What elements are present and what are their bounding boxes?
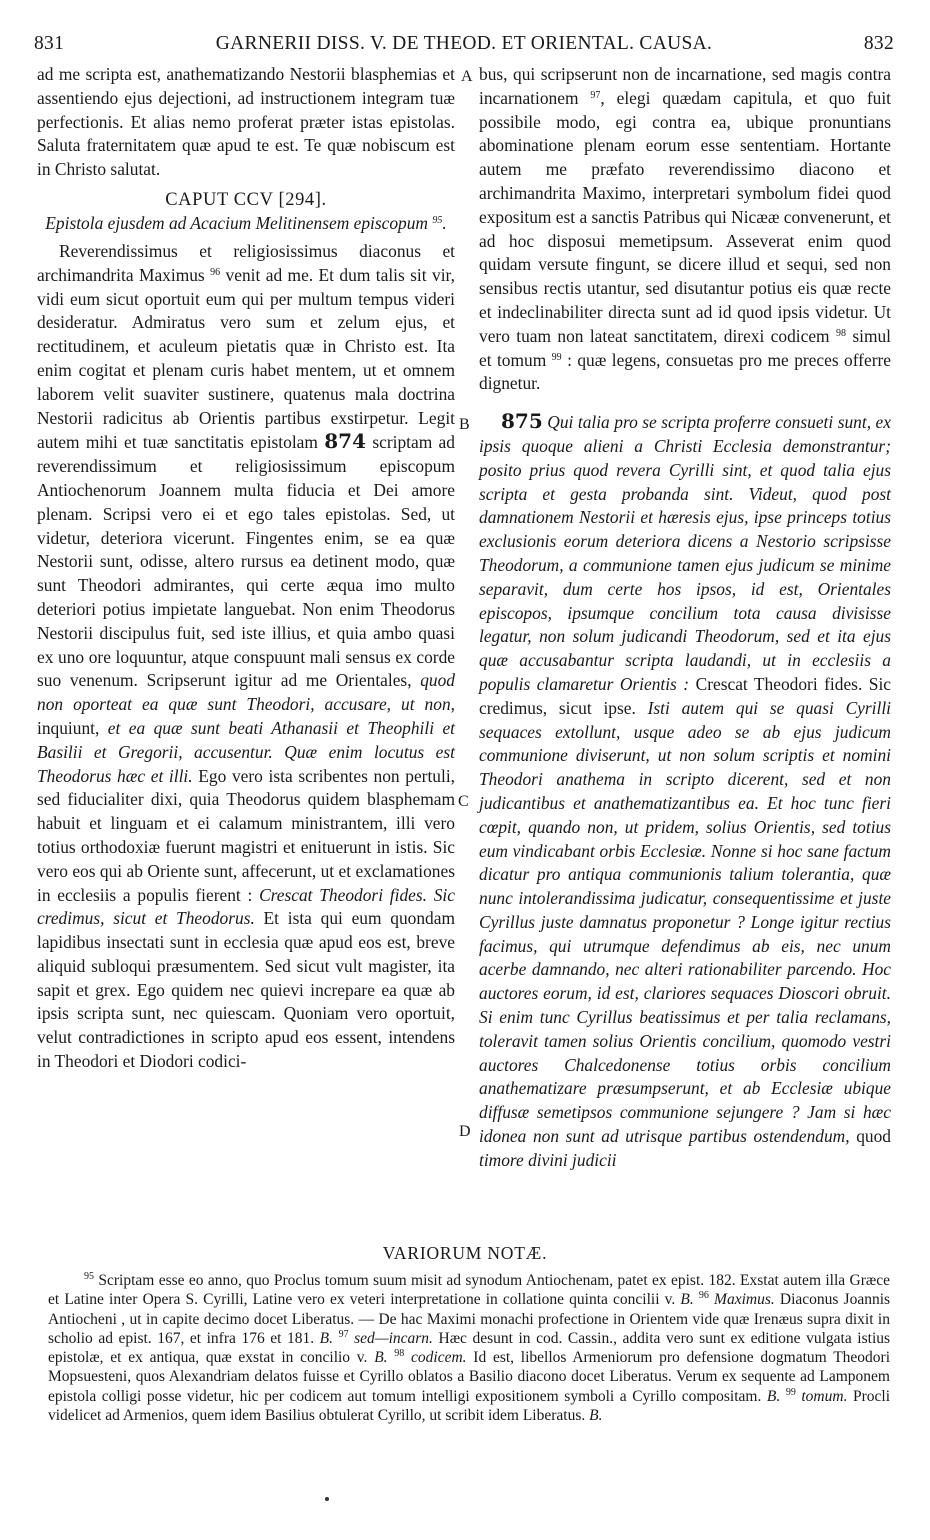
epistle-title: Epistola ejusdem ad Acacium Melitinensem episcopum $^{95}$. — [45, 212, 447, 233]
note-number-99: 99 — [785, 1386, 796, 1398]
footnote-ref-96: 96 — [210, 266, 221, 278]
left-paragraph-2: Reverendissimus et religiosissimus diaconus et archimandrita Maximus $^{96}$ venit ad me. Et dum talis sit vir, vidi eum sicut oportuit eum qui per multum tempus videri desideratur. Admiratus vero sum et zelum ejus, et rectitudinem, et aculeum pietatis quæ in Christo est. Ita enim cogitat et plenam curis habet mentem, ut et omnem laborem velit suaviter sustinere, quatenus mala doctrina Nestorii radicitus ab Orientis partibus exstirpetur. Legit autem mihi et tuæ sanctitatis epistolam 874 scriptam ad reverendissimum et religiosissimum episcopum Antiochenorum Joannem multa fiducia et Dei amore plenam. Scripsi vero ei et ego tales epistolas. Sed, ut videtur, deteriora vicerunt. Fingentes enim, se ea quæ Nestorii sunt, odisse, altero rursus ea detinent modo, quæ sunt Theodori admirantes, qui certe æqua imo multo deteriori potius impietate languebat. Non enim Theodorus Nestorii discipulus fuit, sed iste illius, et quia ambo quasi ex uno ore loquuntur, atque conspuunt mali sensus ex corde suo venenum. Scripserunt igitur ad me Orientales, quod non oporteat ea quæ sunt Theodori, accusare, ut non, inquiunt, et ea quæ sunt beati Athanasii et Theophili et Basilii et Gregorii, accusentur. Quæ enim locutus est Theodorus hæc et illi. Ego vero ista scribentes non pertuli, sed fiducialiter dixi, quia Theodorus quidem blasphemam habuit et linguam et ei calamum ministrantem, illi vero totius orthodoxiæ fuerunt magistri et enituerunt in istis. Sic vero eos qui ab Oriente sunt, affecerunt, ut et exclamationes in ecclesiis a populis fierent : Crescat Theodori fides. Sic credimus, sicut et Theodorus. Et ista qui eum quondam lapidibus insectati sunt in ecclesia quæ apud eos est, breve aliquid subloqui præsumentem. Sed sicut vult magister, ita sapit et grex. Ego quidem nec quievi increpare ea quæ ab ipsis scripta sunt, nec quiescam. Quoniam vero oportuit, velut contradictiones in scripto apud eos essent, intendens in Theodori et Diodori codici- — [37, 240, 456, 1072]
note-number-96: 96 — [698, 1290, 709, 1302]
footnote-ref-99: 99 — [551, 351, 562, 363]
chapter-heading: CAPUT CCV [294]. — [165, 189, 327, 210]
page-number-left: 831 — [34, 33, 65, 54]
stray-dot — [325, 1497, 329, 1501]
margin-letter-c: C — [458, 793, 469, 810]
notes-heading: VARIORUM NOTÆ. — [382, 1243, 548, 1263]
page-number-right: 832 — [863, 33, 894, 54]
right-paragraph-2: 875 Qui talia pro se scripta proferre consueti sunt, ex ipsis quoque alieni a Christi Ecclesia demonstrantur; posito prius quod revera Cyrilli sint, et quod talia ejus scripta et gesta probanda sint. Videut, quod post damnationem Nestorii et hæresis ejus, ipse princeps totius exclusionis eorum deteriora dicens a Nestorio scripsisse Theodorum, a communione tamen ejus judicum se minime separavit, dum certe hos ipsos, id est, Orientales episcopos, ipsumque concilium tota causa divisisse legatur, non solum judicandi Theodorum, sed et ita ejus quæ accusabantur scripta laudandi, ut in ecclesiis a populis clamaretur Orientis : Crescat Theodori fides. Sic credimus, sicut ipse. Isti autem qui se quasi Cyrilli sequaces extollunt, usque adeo se ab ejus judicum communione diviserunt, ut non solum scriptis et nomini Theodori anathema in scripto dicerent, sed et non judicantibus et anathematizantibus ea. Et hoc tunc fieri cœpit, quando non, ut pridem, solius Orientis, sed totius eum vindicabant orbis Ecclesiæ. Nonne si hoc sane factum dicatur pro antiqua communionis talium tolerantia, quæ nunc intolerandissima judicatur, consequentissime et juste Cyrillus juste damnatus proponetur ? Longe igitur rectius facimus, qui utrumque defendimus ab eis, nec unum acerbe damnando, nec alteri rationabiliter parcendo. Hoc auctores eorum, id est, clariores sequaces Dioscori obruit. Si enim tunc Cyrillus beatissimus et per talia reclamans, toleravit tamen solius Orientis concilium, quomodo vestri auctores Chalcedonense totius orbis concilium anathematizare præsumpserunt, et ab Ecclesiæ ubique diffusæ semetipsos communione sejungere ? Jam si hæc idonea non sunt ad utrisque partibus ostendendum, quod timore divini judicii — [479, 409, 891, 1170]
column-number-875: 875 — [501, 409, 543, 434]
margin-letter-a: A — [461, 68, 473, 85]
column-number-874: 874 — [324, 429, 366, 454]
note-number-98: 98 — [394, 1348, 405, 1360]
note-number-97: 97 — [338, 1328, 349, 1340]
note-number-95: 95 — [84, 1271, 94, 1282]
variorum-notes — [48, 1271, 890, 1425]
running-header — [34, 33, 894, 59]
footnote-ref-97: 97 — [590, 89, 601, 101]
left-column — [37, 63, 455, 1074]
right-paragraph-1: bus, qui scripserunt non de incarnatione, sed magis contra incarnationem $^{97}$, elegi quædam capitula, et quo fuit possibile modo, egi contra ea, ubique pronuntians abominatione plenam eorum esse sententiam. Hortante autem me præfato reverendissimo diacono et archimandrita Maximo, interpretari symbolum fidei quod expositum est a sanctis Patribus qui Nicææ convenerunt, et ad hoc disposui memetipsum. Asseverat enim quod quidam versute fingunt, se dicere illud et sequi, sed non sensibus rectis utantur, sed disutantur potius eis quæ recte et indeclinabiliter directa sunt ad id quod ipsis videtur. Ut vero tuam non lateat sanctitatem, direxi codicem $^{98}$ simul et tomum $^{99}$ : quæ legens, consuetas pro me preces offerre dignetur. — [479, 64, 891, 394]
right-column — [479, 63, 891, 1173]
footnote-ref-95: 95 — [432, 214, 443, 226]
margin-letter-d: D — [459, 1123, 471, 1140]
notes-text: $^{95}$ Scriptam esse eo anno, quo Proclus tomum suum misit ad synodum Antiochenam, patet ex epist. 182. Exstat autem illa Græce et Latine inter Opera S. Cyrilli, Latine vero ex veteri interpretatione in collatione quinta concilii v. B. $^{96}$ Maximus. Diaconus Joannis Antiocheni , ut in capite decimo docet Liberatus. — De hac Maximi monachi profectione in Orientem vide quæ Irenæus supra dixit in scholio ad epist. 167, et infra 176 et 181. B. $^{97}$ sed—incarn. Hæc desunt in cod. Cassin., addita vero sunt ex editione vulgata istius epistolæ, et ex antiqua, quæ exstat in concilio v. B. $^{98}$ codicem. Id est, libellos Armeniorum pro defensione dogmatum Theodori Mopsuesteni, quos Alexandriam delatos fuisse et Cyrillo oblatos a Basilio diacono docet Liberatus. Verum ex sequente ad Lamponem epistola colligi posse videtur, hic per codicem aut tomum intelligi expositionem symboli a Cyrillo compositam. B. $^{99}$ tomum. Procli videlicet ad Armenios, quem idem Basilius obtulerat Cyrillo, ut scribit idem Liberatus. B. — [48, 1271, 891, 1425]
footnote-ref-98: 98 — [835, 327, 846, 339]
margin-letter-b: B — [459, 416, 470, 433]
running-title: GARNERII DISS. V. DE THEOD. ET ORIENTAL. CAUSA. — [215, 33, 713, 54]
left-paragraph-1: ad me scripta est, anathematizando Nestorii blasphemias et assentiendo ejus dejectioni, ad instructionem integram tuæ perfectionis. Et alias nemo proferat præter istas epistolas. Saluta fraternitatem quæ apud te est. Te quæ nobiscum est in Christo salutat. — [37, 64, 455, 180]
